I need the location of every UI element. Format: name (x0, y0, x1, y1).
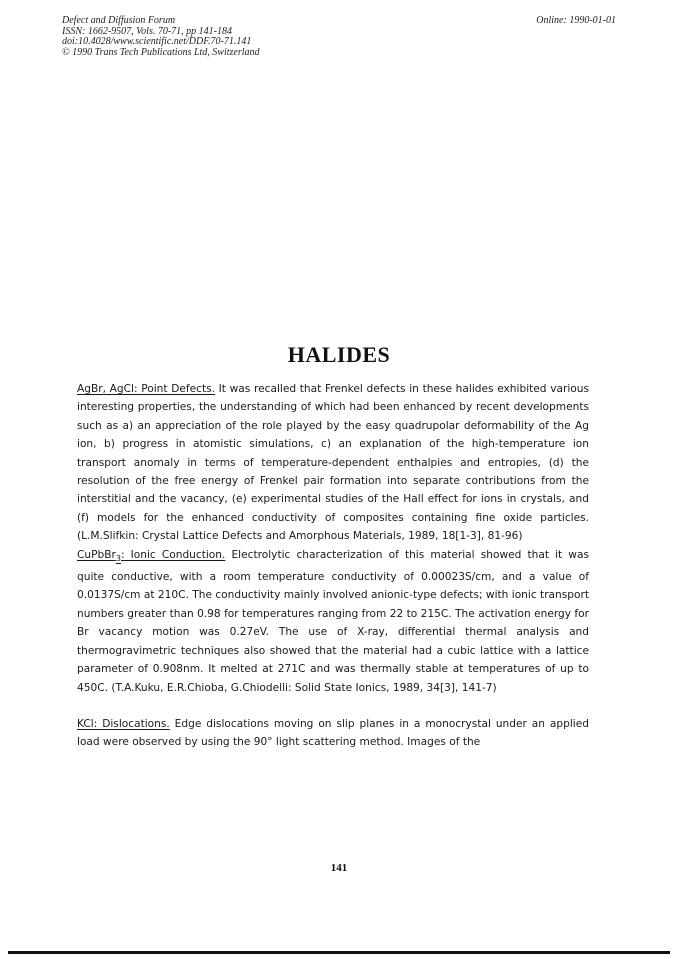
abstract-heading (77, 549, 225, 561)
page-header (62, 16, 616, 58)
issn-line: ISSN: 1662-9507, Vols. 70-71, pp 141-184 (62, 25, 232, 37)
online-date: Online: 1990-01-01 (536, 15, 616, 26)
copyright-line: © 1990 Trans Tech Publications Ltd, Switzerland (62, 46, 260, 58)
section-title: HALIDES (287, 342, 391, 367)
abstract-text: It was recalled that Frenkel defects in these halides exhibited various interesting properties, the understanding of which had been enhanced by recent developments such as a) an appreciation of the role played by the easy quadrupolar deformability of the Ag ion, b) progress in atomistic simulations, c) an explanation of the high-temperature ion transport anomaly in terms of temperature-dependent enthalpies and entropies, (d) the resolution of the free energy of Frenkel pair formation into separate contributions from the interstitial and the vacancy, (e) experimental studies of the Hall effect for ions in crystals, and (f) models for the enhanced conductivity of composites containing fine oxide particles. (L.M.Slifkin: Crystal Lattice Defects and Amorphous Materials, 1989, 18[1-3], 81-96) (77, 383, 589, 543)
footer-rule (8, 951, 670, 954)
journal-name: Defect and Diffusion Forum (62, 15, 176, 26)
page-number: 141 (330, 862, 348, 874)
abstract-heading: KCl: Dislocations. (77, 717, 170, 730)
heading-formula: CuPbBr (77, 548, 116, 561)
abstract-heading: AgBr, AgCl: Point Defects. (77, 383, 215, 395)
abstract-text: Edge dislocations moving on slip planes in a monocrystal under an applied load were observed by using the 90° light scattering method. Images of the (77, 717, 589, 749)
doi-line: doi:10.4028/www.scientific.net/DDF.70-71.141 (62, 36, 252, 47)
abstract-agbr-agcl (77, 380, 589, 546)
citation-block (62, 16, 260, 58)
heading-topic: : Ionic Conduction. (120, 548, 226, 561)
abstract-text: Electrolytic characterization of this material showed that it was quite conductive, with a room temperature conductivity of 0.00023S/cm, and a value of 0.0137S/cm at 210C. The conductivity mainly involved anionic-type defects; with ionic transport numbers greater than 0.98 for temperatures ranging from 22 to 215C. The activation energy for Br vacancy motion was 0.27eV. The use of X-ray, differential thermal analysis and thermogravimetric techniques also showed that the material had a cubic lattice with a lattice parameter of 0.908nm. It melted at 271C and was thermally stable at temperatures of up to 450C. (T.A.Kuku, E.R.Chioba, G.Chiodelli: Solid State Ionics, 1989, 34[3], 141-7) (77, 548, 589, 694)
abstract-kcl (77, 715, 589, 752)
heading-subscript: 3 (115, 553, 121, 563)
article-body (77, 380, 589, 752)
abstract-cupbbr3 (77, 546, 589, 697)
